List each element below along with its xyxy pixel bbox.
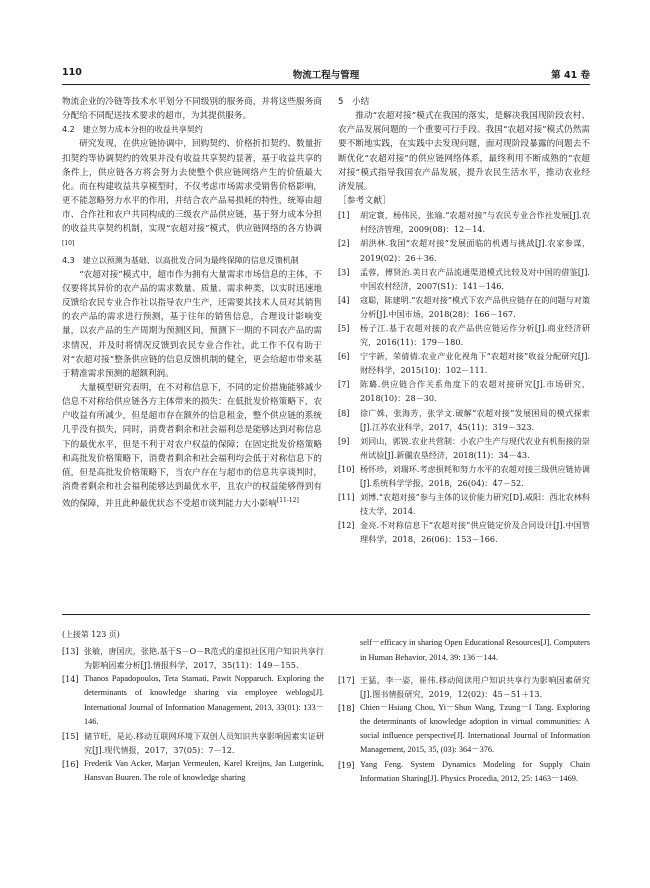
citation-marker: [11-12] [276,497,299,505]
section-4-2-heading: 4.2 建立努力成本分担的收益共享契约 [62,125,203,135]
section-4-2-paragraph [62,137,322,253]
reference-item [338,434,590,462]
left-column [62,95,322,511]
reference-item [338,518,590,546]
reference-text: Chien－Hsiang Chou, Yi－Shun Wang, Tzung－I Tang. Exploring the determinants of knowledge adoption in virtual communities: A social influence perspective[J]. International Journal of Information Management, 2015, 35, (03): 364－376. [360,703,590,755]
reference-number: [13] [62,646,79,657]
reference-number: [14] [62,674,79,685]
intro-paragraph: 物流企业的冷链等技术水平划分不同级别的服务商，并将这些服务商分配给不同配送技术要求的超市，为其提供服务。 [62,97,322,122]
reference-text: 金亮.不对称信息下“农超对接”供应链定价及合同设计[J].中国管理科学，2018，26(06)：153－166. [360,520,590,545]
reference-number: [1] [338,210,350,221]
page-number: 110 [62,67,82,78]
reference-number: [3] [338,266,350,277]
reference-number: [17] [338,675,355,685]
reference-item [62,757,324,785]
reference-text: 胡洪林.我国“农超对接”发展面临的机遇与挑战[J].农家参谋，2019(02)：26＋36. [360,238,590,263]
reference-number: [12] [338,520,355,531]
reference-text: 王猛，李一姿，崔伟.移动阅读用户知识共享行为影响因素研究[J].图书情报研究，2019，12(02)：45－51＋13. [360,675,590,700]
continued-reference-list [338,673,590,786]
reference-item [338,265,590,293]
reference-text: Thanos Papadopoulos, Teta Stamati, Pawit Nopparuch. Exploring the determinants of knowledge sharing via employee weblogs[J]. International Journal of Information Management, 2013, 33(01): 133－146. [84,674,324,726]
reference-text: 胡定寰，杨伟民，张瑜.“农超对接”与农民专业合作社发展[J].农村经济管理，2009(08)：12－14. [360,210,590,235]
reference-item [338,490,590,518]
reference-list [338,208,590,546]
references-title: ［参考文献］ [338,196,391,207]
reference-item [338,321,590,349]
reference-number: [10] [338,463,355,474]
right-column [338,95,590,547]
reference-text: 杨怀珍，刘瑞环.考虑损耗和努力水平的农超对接三级供应链协调[J].系统科学学报，2018，26(04)：47－52. [360,463,590,489]
reference-text: 刘博.“农超对接”参与主体的议价能力研究[D].咸阳：西北农林科技大学，2014. [360,492,590,517]
reference-text: 宁宇新，荣倩倩.农业产业化视角下“农超对接”收益分配研究[J].财经科学，2015(10)：102－111. [360,351,590,376]
reference-item [338,758,590,786]
reference-number: [16] [62,758,79,769]
section-divider [62,614,590,615]
reference-number: [2] [338,238,350,249]
journal-title: 物流工程与管理 [292,70,360,81]
reference-number: [6] [338,351,350,362]
reference-text: 储节旺，是沁.移动互联网环境下双创人员知识共享影响因素实证研究[J].现代情报，2017，37(05)：7－12. [84,730,324,755]
reference-item [62,729,324,757]
continued-references-left [62,628,324,785]
reference-text: 孟蓉，傅贤治.美日农产品流通渠道模式比较及对中国的借鉴[J].中国农村经济，2007(S1)：141－146. [360,266,590,291]
reference-text: 杨子江.基于农超对接的农产品供应链运作分析[J].商业经济研究，2016(11)：179－180. [360,323,590,348]
continued-references-right [338,628,590,786]
reference-text: Frederik Van Acker, Marjan Vermeulen, Karel Kreijns, Jan Lutgerink, Hansvan Buuren. The role of knowledge sharing [84,758,324,783]
reference-item [338,673,590,701]
reference-text: 徐广姝，张海芳，张学文.破解“农超对接”发展困局的模式探索[J].江苏农业科学，2017，45(11)：319－323. [360,407,590,432]
reference-number: [4] [338,294,350,305]
reference-number: [11] [338,492,355,503]
reference-text: 张敏，唐国庆，张艳.基于S－O－R范式的虚拟社区用户知识共享行为影响因素分析[J].情报科学，2017，35(11)：149－155. [84,646,324,671]
section-5-heading: 5 小结 [338,97,370,107]
section-4-3-text: 大量模型研究表明，在不对称信息下，不同的定价措施能够减少信息不对称给供应链各方主体带来的损失：在低批发价格策略下，农户收益有所减少，但是超市存在额外的信息租金，整个供应链的系统几乎没有损失，同时，消费者剩余和社会福利总是能够达到对称信息下的最优水平，但是不利于对农户权益的保障；在固定批发价格策略和高批发价格策略下，消费者剩余和社会福利均会低于对称信息下的值，但是高批发价格策略下，当农户存在与超市的信息共享谈判时，消费者剩余和社会福利能够达到最优水平，且农户的权益能够得到有效的保障，并且此种最优状态不受超市谈判能力大小影响 [62,382,322,510]
reference-number: [8] [338,407,350,418]
citation-marker: [10] [62,239,75,247]
reference-item [338,377,590,405]
reference-item [338,406,590,434]
section-4-3-paragraph-2 [62,381,322,511]
reference-text: Yang Feng. System Dynamics Modeling for Supply Chain Information Sharing[J]. Physics Procedia, 2012, 25: 1463－1469. [360,759,590,783]
reference-item [62,672,324,728]
reference-text: 陈璐.供应链合作关系角度下的农超对接研究[J].市场研究，2018(10)：28－30. [360,379,590,404]
reference-number: [18] [338,703,355,714]
volume-label: 第 41 卷 [551,70,590,81]
reference-text: 刘同山，郭锐.农业共营制：小农户生产与现代农业有机衔接的崇州试验[J].新疆农垦经济，2018(11)：34－43. [360,435,590,460]
reference-number: [15] [62,730,79,741]
section-4-3-paragraph-1: “农超对接”模式中，超市作为拥有大量需求市场信息的主体，不仅要将其异价的农产品的需求数量、质量、需求种类，以实时迅速地反馈给农民专业合作社以指导农户生产，还需要其技术人员对其销售的农产品的需求进行预测，基于往年的销售信息，合理设计影响变量，以农产品的生产周期为预测区间，预测下一期的不同农产品的需求情况，并及时将情况反馈到农民专业合作社，此工作不仅有助于对“农超对接”整条供应链的信息反馈机制的健全，更会给超市带来基于精准需求预测的超额利润。 [62,269,322,379]
continued-from-note: (上接第 123 页) [62,630,120,639]
reference-number: [7] [338,379,350,390]
reference-item [338,701,590,757]
reference-continuation: self－efficacy in sharing Open Educational Resources[J]. Computers in Human Behavior, 2014, 39: 136－144. [360,638,590,662]
reference-number: [9] [338,435,350,446]
running-header [62,64,590,85]
reference-item [62,644,324,672]
reference-number: [19] [338,759,355,770]
reference-text: 寇聪，陈建明.“农超对接”模式下农产品供应链存在的问题与对策分析[J].中国市场，2018(28)：166－167. [360,294,590,319]
section-4-2-text: 研究发现，在供应链协调中，回购契约、价格折扣契约、数量折扣契约等协调契约的效果并没有收益共享契约显著，基于收益共享的条件上，供应链各方将会努力去使整个供应链网络产生的价值最大化。而在构建收益共享模型时，不仅考虑市场需求受销售价格影响，更不能忽略努力水平的作用，并结合农产品易损耗的特性，统筹由超市、合作社和农户共同构成的三级农产品供应链，基于努力成本分担的收益共享契约机制，实现“农超对接”模式，供应链网络的各方协调 [62,139,322,235]
reference-item [338,349,590,377]
reference-number: [5] [338,323,350,333]
reference-item [338,236,590,264]
reference-item [338,293,590,321]
section-5-paragraph: 推动“农超对接”模式在我国的落实，是解决我国现阶段农村、农产品发展问题的一个重要可行手段。我国“农超对接”模式仍然需要不断地实践，在实践中去发现问题，面对现阶段暴露的问题去不断优化“农超对接”的供应链网络体系，最终利用不断成熟的“农超对接”模式指导我国农产品发展，提升农民生活水平，推动农业经济发展。 [338,111,590,192]
reference-item [338,462,590,490]
reference-item [338,208,590,236]
continued-reference-list [62,644,324,785]
section-4-3-heading: 4.3 建立以预测为基础、以高批发合同为最终保障的信息反馈机制 [62,255,299,265]
